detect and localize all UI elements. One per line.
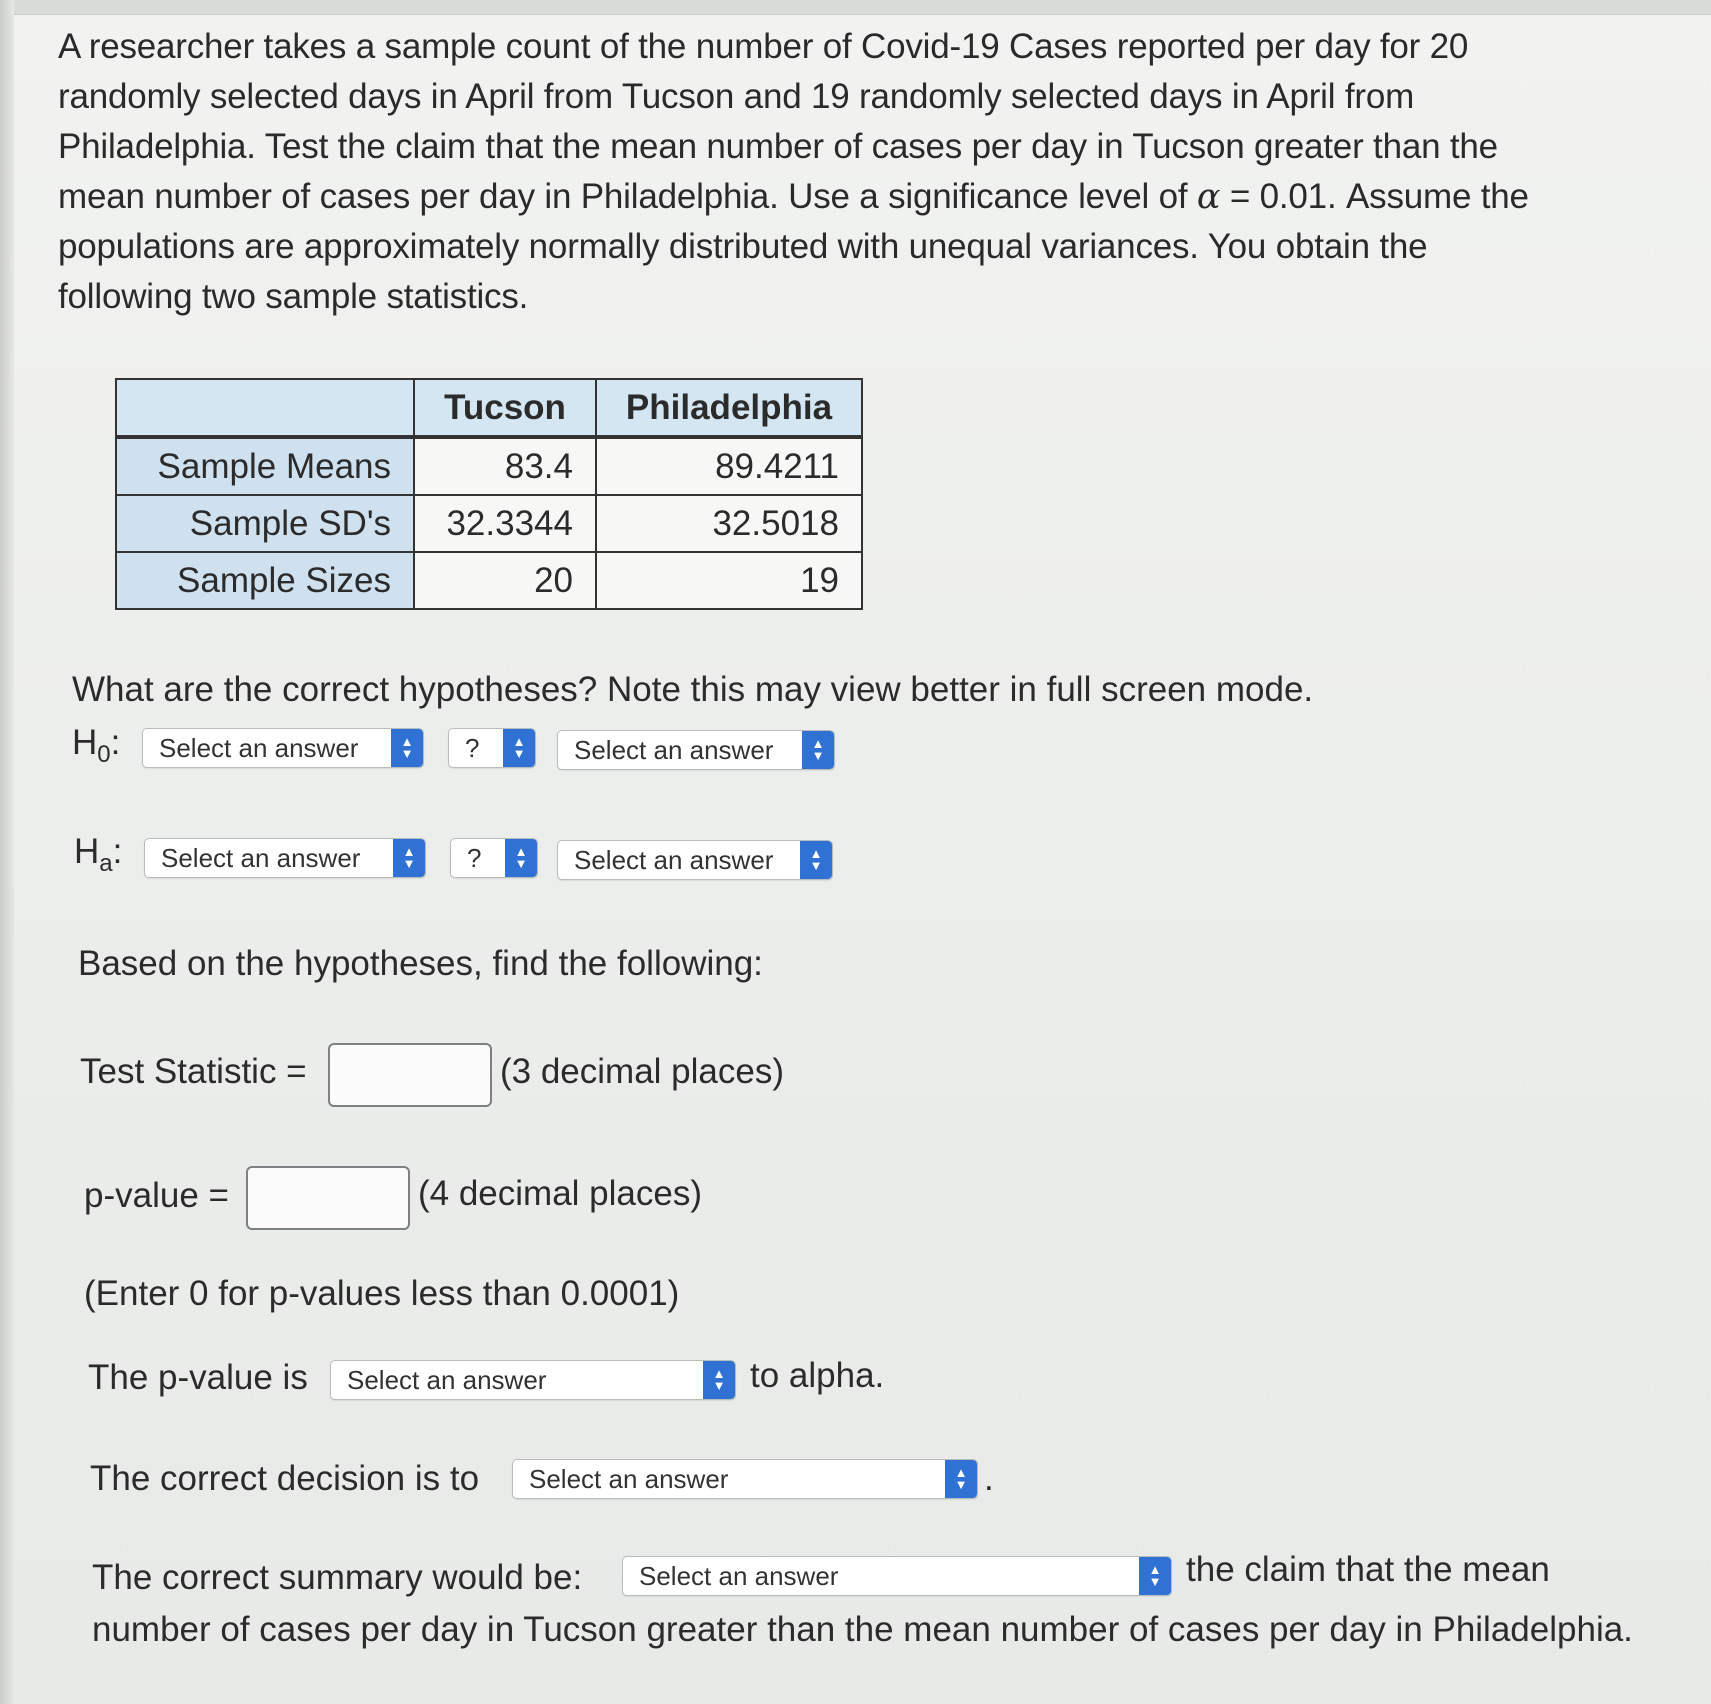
decision-select[interactable] — [512, 1459, 978, 1499]
compare-prefix: The p-value is — [88, 1358, 308, 1397]
summary-select-value: Select an answer — [639, 1561, 839, 1591]
cell-tucson-sd: 32.3344 — [414, 495, 596, 552]
ha-subscript: a — [99, 850, 113, 877]
table-corner-cell — [116, 379, 414, 437]
p-value-label: p-value = — [84, 1176, 229, 1215]
top-bar — [0, 0, 1711, 15]
ha-operator-select[interactable] — [450, 838, 538, 878]
cell-tucson-size: 20 — [414, 552, 596, 609]
prompt-line-5: populations are approximately normally distributed with unequal variances. You obtain the — [58, 227, 1428, 266]
compare-select[interactable] — [330, 1360, 736, 1400]
ha-colon: : — [112, 832, 123, 871]
table-header-tucson: Tucson — [414, 379, 596, 437]
p-value-input[interactable] — [246, 1166, 410, 1230]
h0-operator-select[interactable] — [448, 728, 536, 768]
chevron-updown-icon: ▲ ▼ — [391, 729, 423, 767]
sample-statistics-table — [115, 378, 863, 610]
table-row — [116, 552, 862, 609]
h0-left-select[interactable] — [142, 728, 424, 768]
prompt-line-4 — [58, 172, 1658, 222]
row-label-sample-means: Sample Means — [116, 437, 414, 495]
chevron-updown-icon: ▲ ▼ — [503, 729, 535, 767]
ha-label — [74, 832, 122, 878]
summary-suffix: the claim that the mean — [1186, 1550, 1550, 1589]
p-value-hint: (4 decimal places) — [418, 1174, 702, 1213]
cell-philadelphia-size: 19 — [596, 552, 862, 609]
h0-right-select-value: Select an answer — [574, 735, 774, 765]
summary-prefix: The correct summary would be: — [92, 1558, 583, 1597]
cell-tucson-mean: 83.4 — [414, 437, 596, 495]
h0-right-select[interactable] — [557, 730, 835, 770]
hypotheses-question: What are the correct hypotheses? Note this may view better in full screen mode. — [72, 670, 1314, 709]
test-statistic-hint: (3 decimal places) — [500, 1052, 784, 1091]
test-statistic-label: Test Statistic = — [80, 1052, 307, 1091]
ha-letter: H — [74, 832, 100, 871]
table-row — [116, 495, 862, 552]
test-statistic-input[interactable] — [328, 1043, 492, 1107]
chevron-updown-icon: ▲ ▼ — [393, 839, 425, 877]
row-label-sample-sds: Sample SD's — [116, 495, 414, 552]
prompt-line-1: A researcher takes a sample count of the number of Covid-19 Cases reported per day for 20 — [58, 27, 1469, 66]
decision-select-value: Select an answer — [529, 1464, 729, 1494]
compare-suffix: to alpha. — [750, 1356, 885, 1395]
h0-colon: : — [110, 723, 121, 762]
prompt-line-6: following two sample statistics. — [58, 277, 529, 316]
chevron-updown-icon: ▲ ▼ — [1139, 1557, 1171, 1595]
prompt-line-2: randomly selected days in April from Tucson and 19 randomly selected days in April from — [58, 77, 1415, 116]
table-header-philadelphia: Philadelphia — [596, 379, 862, 437]
h0-operator-value: ? — [465, 733, 480, 763]
problem-prompt — [58, 22, 1658, 322]
table-row — [116, 437, 862, 495]
chevron-updown-icon: ▲ ▼ — [703, 1361, 735, 1399]
ha-left-select[interactable] — [144, 838, 426, 878]
based-on-heading: Based on the hypotheses, find the following: — [78, 944, 763, 983]
chevron-updown-icon: ▲ ▼ — [802, 731, 834, 769]
h0-left-select-value: Select an answer — [159, 733, 359, 763]
cell-philadelphia-mean: 89.4211 — [596, 437, 862, 495]
h0-subscript: 0 — [97, 741, 111, 768]
chevron-updown-icon: ▲ ▼ — [945, 1460, 977, 1498]
compare-select-value: Select an answer — [347, 1365, 547, 1395]
ha-left-select-value: Select an answer — [161, 843, 361, 873]
alpha-symbol: α — [1196, 177, 1221, 217]
summary-select[interactable] — [622, 1556, 1172, 1596]
row-label-sample-sizes: Sample Sizes — [116, 552, 414, 609]
left-edge — [0, 0, 14, 1704]
summary-line-2: number of cases per day in Tucson greater than the mean number of cases per day in Philadelphia. — [92, 1610, 1633, 1649]
prompt-line-4b: = 0.01. Assume the — [1220, 177, 1529, 216]
decision-suffix: . — [984, 1459, 994, 1498]
h0-label — [72, 723, 120, 769]
decision-prefix: The correct decision is to — [90, 1459, 480, 1498]
ha-right-select[interactable] — [557, 840, 833, 880]
ha-operator-value: ? — [467, 843, 482, 873]
p-value-note: (Enter 0 for p-values less than 0.0001) — [84, 1274, 680, 1313]
ha-right-select-value: Select an answer — [574, 845, 774, 875]
cell-philadelphia-sd: 32.5018 — [596, 495, 862, 552]
chevron-updown-icon: ▲ ▼ — [505, 839, 537, 877]
prompt-line-3: Philadelphia. Test the claim that the mean number of cases per day in Tucson greater than the — [58, 127, 1498, 166]
chevron-updown-icon: ▲ ▼ — [800, 841, 832, 879]
prompt-line-4a: mean number of cases per day in Philadelphia. Use a significance level of — [58, 177, 1197, 216]
h0-letter: H — [72, 723, 98, 762]
table-header-row — [116, 379, 862, 437]
